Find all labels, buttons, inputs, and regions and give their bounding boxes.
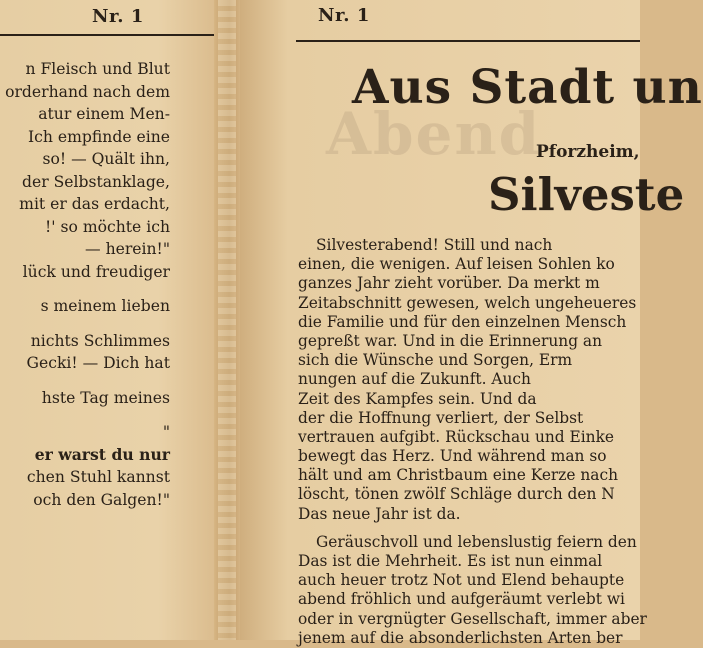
paragraph-gap [298, 524, 647, 533]
body-text-line: die Familie und für den einzelnen Mensch [298, 312, 627, 331]
left-text-line [5, 409, 170, 421]
left-text-line: s meinem lieben [40, 297, 170, 315]
right-page-number: Nr. 1 [318, 5, 370, 26]
body-text-line: Das ist die Mehrheit. Es ist nun einmal [298, 552, 603, 570]
body-text-line: auch heuer trotz Not und Elend behaupte [298, 571, 625, 590]
left-text-line: lück und freudiger [22, 262, 170, 281]
left-text-line: chen Stuhl kannst [26, 468, 170, 486]
body-text-line: Zeitabschnitt gewesen, welch ungeheueres [298, 293, 637, 312]
faded-bleed-through: Abend [326, 100, 542, 168]
body-text-line: ganzes Jahr zieht vorüber. Da merkt m [298, 274, 600, 293]
body-text-line: Zeit des Kampfes sein. Und da [298, 389, 537, 408]
article-body [298, 236, 647, 648]
body-text-line: Das neue Jahr ist da. [298, 504, 461, 523]
left-text-line: " [162, 423, 170, 441]
left-page [0, 0, 226, 640]
left-text-line: !' so möchte ich [44, 217, 170, 236]
left-text-line [5, 318, 170, 330]
body-text-line: löscht, tönen zwölf Schläge durch den N [298, 485, 615, 504]
left-text-line [5, 283, 170, 295]
right-page [240, 0, 703, 647]
left-text-line: er warst du nur [34, 444, 170, 464]
body-text-line: Silvesterabend! Still und nach [316, 236, 553, 254]
left-text-line: och den Galgen!" [33, 490, 170, 509]
left-text-line: der Selbstanklage, [21, 172, 170, 191]
body-text-line: nungen auf die Zukunft. Auch [298, 370, 531, 389]
left-text-line: so! — Quält ihn, [42, 150, 170, 168]
body-text-line: bewegt das Herz. Und während man so [298, 447, 607, 466]
body-text-line: abend fröhlich und aufgeräumt verlebt wi [298, 590, 625, 609]
body-text-line: Geräuschvoll und lebenslustig feiern den [316, 532, 637, 551]
left-text-line: hste Tag meines [41, 388, 170, 407]
page-headline: Aus Stadt un [352, 60, 703, 115]
torn-page-edge [218, 0, 236, 640]
body-text-line: sich die Wünsche und Sorgen, Erm [298, 351, 573, 370]
body-text-line: vertrauen aufgibt. Rückschau und Einke [298, 427, 615, 446]
body-text-line: jenem auf die absonderlichsten Arten ber [298, 628, 623, 647]
left-column-text [5, 58, 170, 511]
left-text-line: — herein!" [85, 240, 170, 258]
left-page-number: Nr. 1 [92, 6, 144, 27]
body-text-line: oder in vergnügter Gesellschaft, immer aber [298, 609, 647, 628]
dateline: Pforzheim, [536, 142, 640, 162]
left-text-line [5, 375, 170, 387]
body-text-line: einen, die wenigen. Auf leisen Sohlen ko [298, 255, 615, 274]
body-text-line: der die Hoffnung verliert, der Selbst [298, 408, 584, 427]
body-text-line: gepreßt war. Und in die Erinnerung an [298, 331, 603, 350]
left-text-line: atur einem Men- [38, 105, 170, 123]
left-text-line: Ich empfinde eine [28, 127, 170, 146]
left-text-line: orderhand nach dem [5, 82, 170, 101]
body-text-line: hält und am Christbaum eine Kerze nach [298, 466, 619, 485]
left-text-line: nichts Schlimmes [30, 331, 170, 350]
right-header-rule [296, 40, 640, 42]
left-text-line: Gecki! — Dich hat [26, 354, 170, 372]
left-header-rule [0, 34, 226, 36]
left-text-line: n Fleisch und Blut [25, 60, 170, 78]
left-text-line: mit er das erdacht, [19, 195, 170, 213]
article-subhead: Silveste [488, 168, 685, 221]
